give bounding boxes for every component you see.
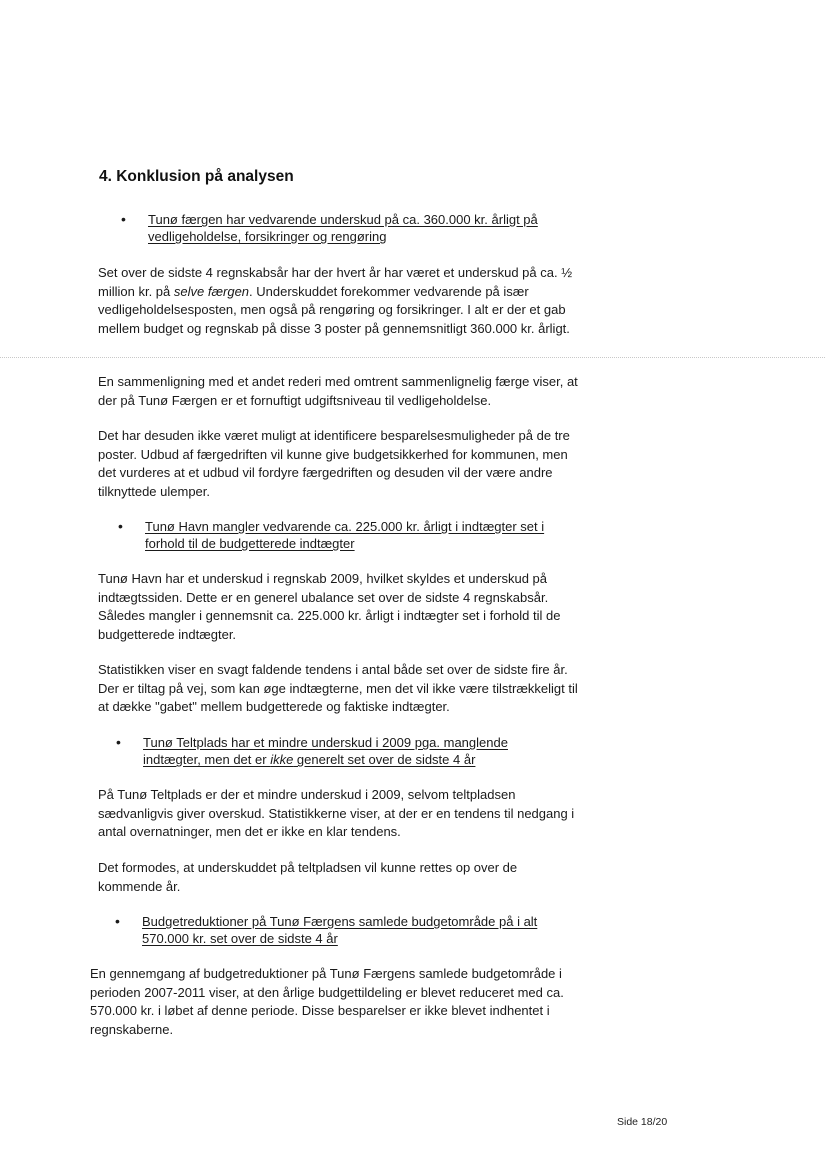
bullet-icon: • <box>115 913 120 929</box>
bullet-text: Tunø Havn mangler vedvarende ca. 225.000 kr. årligt i indtægter set i forhold til de budgetterede indtægter <box>145 519 545 551</box>
scan-artifact-line <box>0 357 825 358</box>
paragraph: Statistikken viser en svagt faldende tendens i antal både set over de sidste fire år. Der er tiltag på vej, som kan øge indtægterne, men det vil ikke være tilstrækkeligt til at dække "gabet" mellem budgetterede og faktiske indtægter. <box>98 662 578 714</box>
bullet-text: Budgetreduktioner på Tunø Færgens samlede budgetområde på i alt 570.000 kr. set over de sidste 4 år <box>142 914 538 946</box>
paragraph: Set over de sidste 4 regnskabsår har der hvert år har været et underskud på ca. ½ million kr. på selve færgen. Underskuddet forekommer vedvarende på især vedligeholdelsesposten, men også på rengøring og forsikringer. I alt er der et gab mellem budget og regnskab på disse 3 poster på gennemsnitligt 360.000 kr. årligt. <box>98 265 573 336</box>
section-heading: 4. Konklusion på analysen <box>99 168 294 185</box>
bullet-icon: • <box>118 518 123 534</box>
bullet-item-budget-reductions <box>115 913 572 947</box>
paragraph: Det har desuden ikke været muligt at identificere besparelsesmuligheder på de tre poster. Udbud af færgedriften vil kunne give budgetsikkerhed for kommunen, men det vurderes at et udbud vil fordyre færgedriften og desuden vil der være andre tilknyttede ulemper. <box>98 428 570 499</box>
paragraph: En sammenligning med et andet rederi med omtrent sammenlignelig færge viser, at der på Tunø Færgen er et fornuftigt udgiftsniveau til vedligeholdelse. <box>98 374 578 408</box>
paragraph: På Tunø Teltplads er der et mindre underskud i 2009, selvom teltpladsen sædvanligvis giver overskud. Statistikkerne viser, at der er en tendens til nedgang i antal overnatninger, men det er ikke en klar tendens. <box>98 787 575 839</box>
bullet-icon: • <box>121 211 126 227</box>
bullet-text: Tunø færgen har vedvarende underskud på ca. 360.000 kr. årligt på vedligeholdelse, forsikringer og rengøring <box>148 212 538 244</box>
bullet-item-harbour-revenue <box>118 518 575 552</box>
bullet-text: Tunø Teltplads har et mindre underskud i 2009 pga. manglende indtægter, men det er ikke generelt set over de sidste 4 år <box>143 735 508 767</box>
paragraph: Det formodes, at underskuddet på teltpladsen vil kunne rettes op over de kommende år. <box>98 860 518 894</box>
paragraph: En gennemgang af budgetreduktioner på Tunø Færgens samlede budgetområde i perioden 2007-2011 viser, at den årlige budgettildeling er blevet reduceret med ca. 570.000 kr. i løbet af denne periode. Disse besparelser er ikke blevet indhentet i regnskaberne. <box>90 966 564 1037</box>
bullet-icon: • <box>116 734 121 750</box>
bullet-item-campsite-deficit <box>116 734 568 768</box>
bullet-item-ferry-deficit <box>121 211 618 245</box>
page-number: Side 18/20 <box>617 1116 668 1128</box>
paragraph: Tunø Havn har et underskud i regnskab 2009, hvilket skyldes et underskud på indtægtssiden. Dette er en generel ubalance set over de sidste 4 regnskabsår. Således mangler i gennemsnit ca. 225.000 kr. årligt i indtægter set i forhold til de budgetterede indtægter. <box>98 571 561 642</box>
